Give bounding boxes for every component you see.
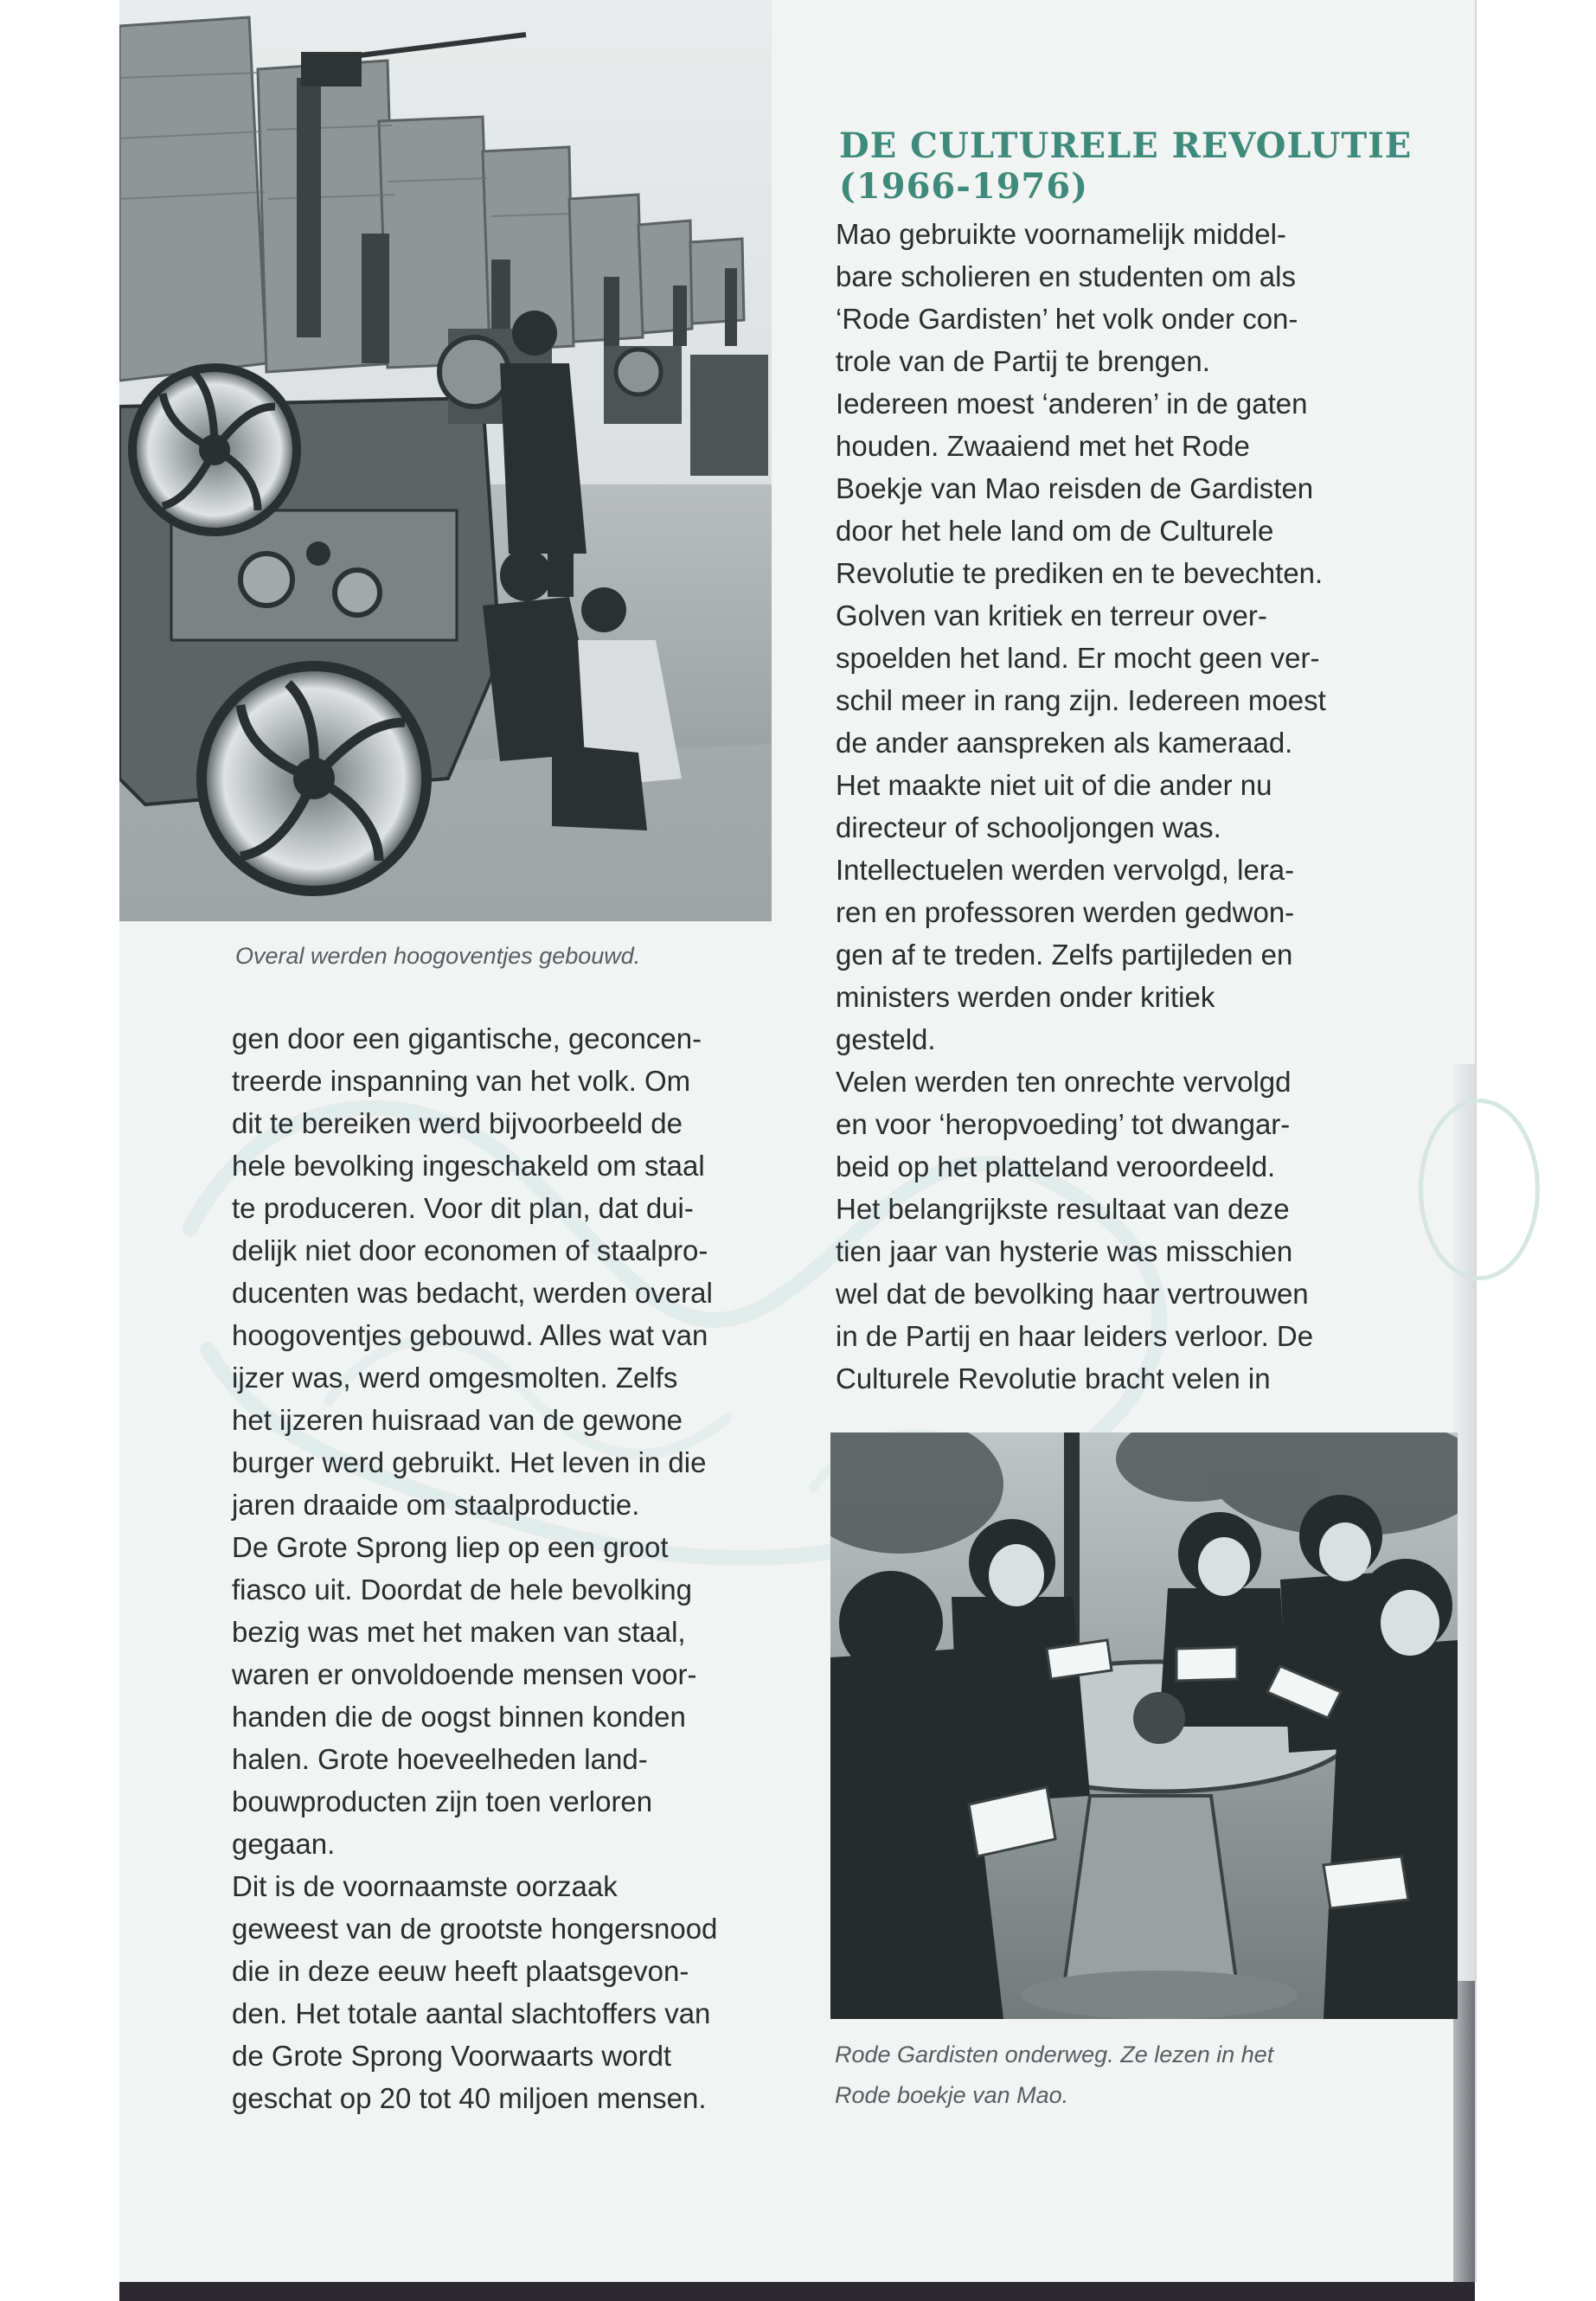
text-line: delijk niet door economen of staalpro- [232,1234,708,1266]
text-line: gegaan. [232,1828,336,1860]
text-line: gesteld. [836,1023,936,1055]
text-line: Revolutie te prediken en te bevechten. [836,557,1324,589]
text-line: waren er onvoldoende mensen voor- [232,1658,697,1690]
text-line: wel dat de bevolking haar vertrouwen [836,1278,1309,1310]
text-line: en voor ‘heropvoeding’ tot dwangar- [836,1108,1291,1140]
text-line: hele bevolking ingeschakeld om staal [232,1150,705,1182]
text-line: in de Partij en haar leiders verloor. De [836,1320,1314,1352]
text-line: den. Het totale aantal slachtoffers van [232,1997,711,2029]
left-text-column [232,1017,717,2119]
text-line: te produceren. Voor dit plan, dat dui- [232,1192,694,1224]
text-line: jaren draaide om staalproductie. [232,1489,640,1521]
text-line: De Grote Sprong liep op een groot [232,1531,669,1563]
text-line: Culturele Revolutie bracht velen in [836,1362,1271,1394]
text-line: Golven van kritiek en terreur over- [836,599,1267,631]
text-line: gen door een gigantische, geconcen- [232,1022,702,1054]
text-line: ducenten was bedacht, werden overal [232,1277,713,1309]
text-line: Het maakte niet uit of die ander nu [836,769,1272,801]
blast-furnace-photo [119,0,772,921]
text-line: geschat op 20 tot 40 miljoen mensen. [232,2082,707,2114]
caption-line: Rode boekje van Mao. [835,2082,1069,2108]
text-line: ren en professoren werden gedwon- [836,896,1295,928]
text-line: dit te bereiken werd bijvoorbeeld de [232,1107,683,1139]
caption-line: Rode Gardisten onderweg. Ze lezen in het [835,2041,1274,2067]
text-line: fiasco uit. Doordat de hele bevolking [232,1574,692,1606]
photo-caption-red-guards [835,2035,1273,2116]
text-line: Intellectuelen werden vervolgd, lera- [836,854,1295,886]
text-line: schil meer in rang zijn. Iedereen moest [836,684,1326,716]
text-line: houden. Zwaaiend met het Rode [836,430,1250,462]
bottom-shadow [119,2282,1475,2301]
red-guards-photo [830,1433,1458,2019]
text-line: spoelden het land. Er mocht geen ver- [836,642,1320,674]
text-line: ‘Rode Gardisten’ het volk onder con- [836,303,1298,335]
text-line: de Grote Sprong Voorwaarts wordt [232,2040,672,2072]
section-heading [839,125,1413,207]
text-line: Velen werden ten onrechte vervolgd [836,1066,1292,1098]
text-line: beid op het platteland veroordeeld. [836,1150,1276,1183]
text-line: Het belangrijkste resultaat van deze [836,1193,1290,1225]
text-line: bezig was met het maken van staal, [232,1616,686,1648]
text-line: handen die de oogst binnen konden [232,1701,686,1733]
text-line: ijzer was, werd omgesmolten. Zelfs [232,1362,678,1394]
text-line: burger werd gebruikt. Het leven in die [232,1446,707,1478]
heading-line: (1966-1976) [839,166,1089,207]
text-line: Mao gebruikte voornamelijk middel- [836,218,1286,250]
right-text-column [836,213,1326,1400]
text-line: door het hele land om de Culturele [836,515,1274,547]
text-line: treerde inspanning van het volk. Om [232,1065,691,1097]
text-line: die in deze eeuw heeft plaatsgevon- [232,1955,689,1987]
photo-caption-furnaces: Overal werden hoogoventjes gebouwd. [235,943,641,969]
text-line: Boekje van Mao reisden de Gardisten [836,472,1314,504]
text-line: halen. Grote hoeveelheden land- [232,1743,648,1775]
text-line: directeur of schooljongen was. [836,811,1221,843]
text-line: tien jaar van hysterie was misschien [836,1235,1293,1267]
text-line: Iedereen moest ‘anderen’ in de gaten [836,388,1308,420]
heading-line: DE CULTURELE REVOLUTIE [839,125,1413,166]
text-line: gen af te treden. Zelfs partijleden en [836,939,1293,971]
text-line: hoogoventjes gebouwd. Alles wat van [232,1319,708,1351]
text-line: de ander aanspreken als kameraad. [836,727,1293,759]
text-line: bouwproducten zijn toen verloren [232,1785,653,1817]
text-line: het ijzeren huisraad van de gewone [232,1404,683,1436]
text-line: Dit is de voornaamste oorzaak [232,1870,618,1902]
text-line: ministers werden onder kritiek [836,981,1215,1013]
page-tab-decoration [1419,1099,1540,1280]
text-line: bare scholieren en studenten om als [836,260,1296,292]
text-line: trole van de Partij te brengen. [836,345,1210,377]
book-cover-edge [1453,1981,1475,2282]
text-line: geweest van de grootste hongersnood [232,1913,718,1945]
